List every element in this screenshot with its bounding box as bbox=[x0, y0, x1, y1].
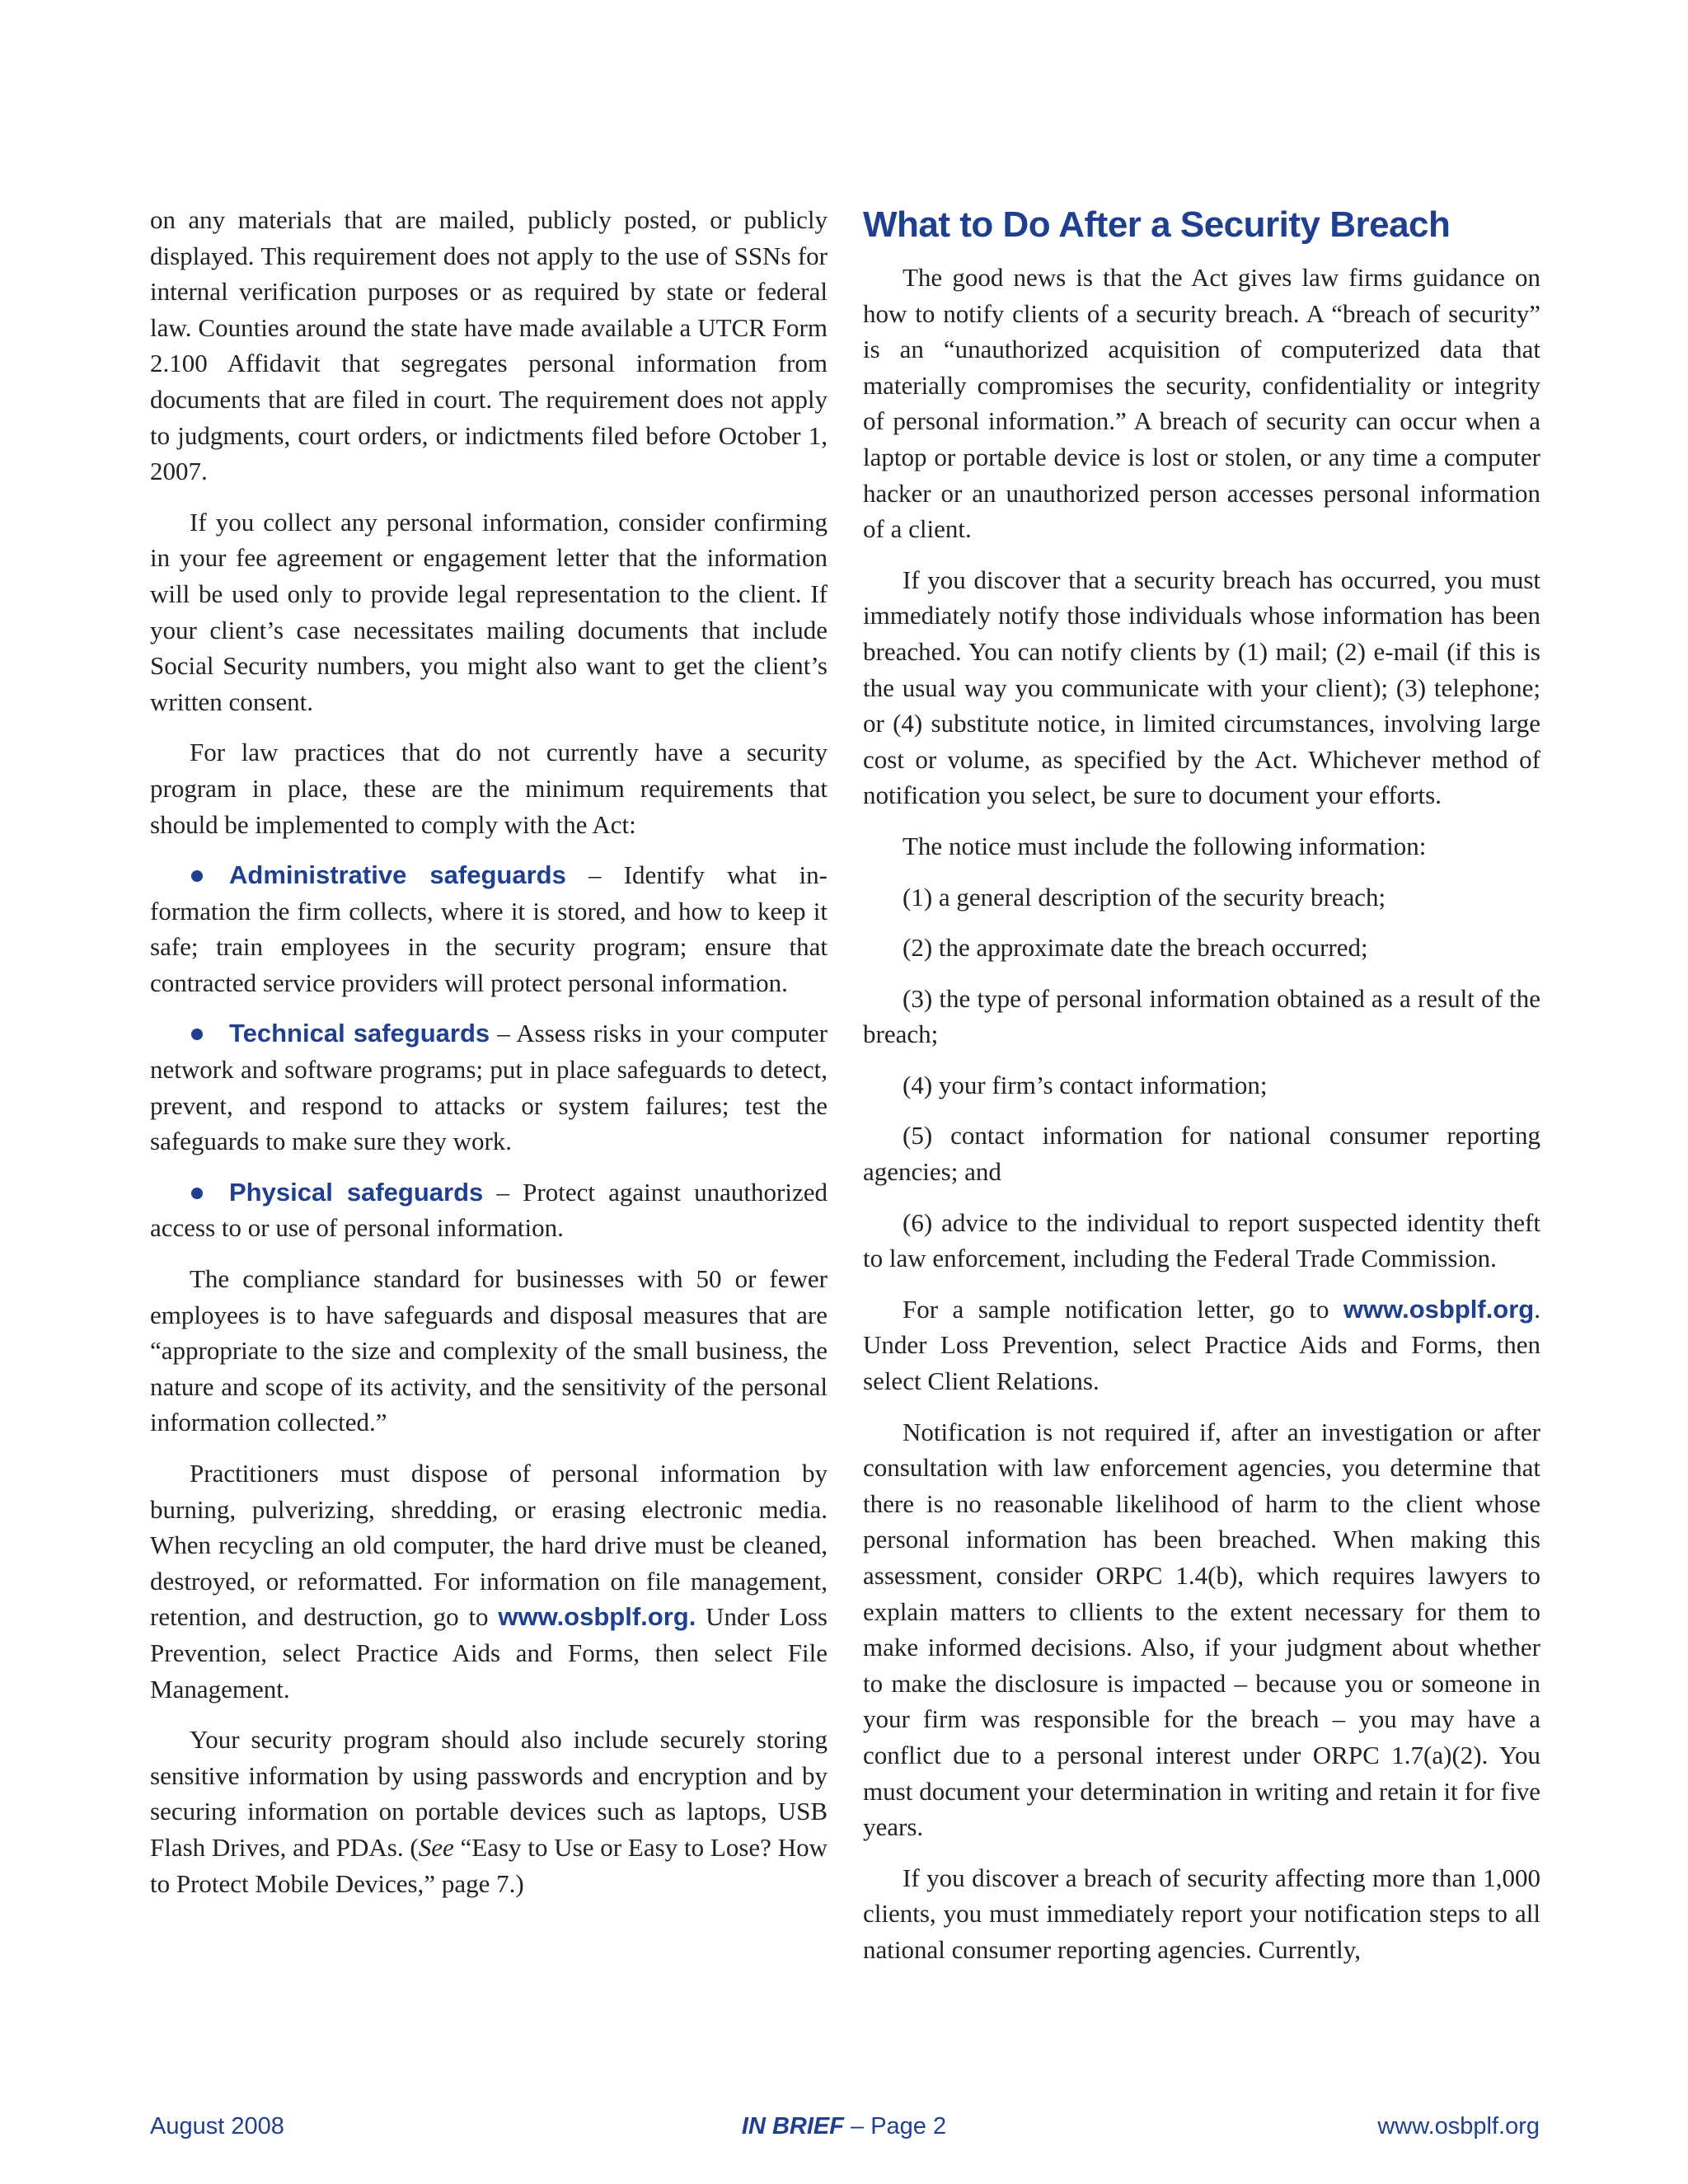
text-span: “Easy to Use or Easy to Lose? How to Protect Mobile Devices,” page 7.) bbox=[150, 1832, 828, 1898]
left-column bbox=[150, 202, 828, 1916]
text-span: Your security program should also include securely storing sensitive information by using passwords and encryption and by securing information on portable devices such as laptops, USB Flash Drives, and PDAs. ( bbox=[150, 1725, 828, 1862]
paragraph bbox=[150, 1455, 828, 1707]
bullet-administrative bbox=[150, 857, 828, 1001]
list-item: (3) the type of personal information obtained as a result of the breach; bbox=[863, 983, 1540, 1049]
bullet-label: Technical safeguards bbox=[229, 1019, 490, 1048]
osbplf-link[interactable]: www.osbplf.org. bbox=[498, 1602, 696, 1632]
bullet-label: Administrative safeguards bbox=[229, 860, 566, 890]
list-item: (2) the approximate date the breach occurred; bbox=[903, 933, 1368, 963]
paragraph: If you collect any personal information, consider confirming in your fee agreement or engagement letter that the information will be used only to provide legal representation to the client. If your client’s case necessitates mailing documents that include Social Security numbers, you might also want to get the client’s written consent. bbox=[150, 507, 828, 716]
list-item: (5) contact information for national consumer reporting agencies; and bbox=[863, 1121, 1540, 1187]
list-item: (1) a general description of the security breach; bbox=[903, 882, 1386, 912]
paragraph: The compliance standard for businesses with 50 or fewer employees is to have safeguards and disposal measures that are “appropriate to the size and complexity of the small business, the nature and scope of its activity, and the sensitivity of the personal information collected.” bbox=[150, 1264, 828, 1437]
text-span: Practitioners must dispose of personal information by burning, pulverizing, shredding, or erasing electronic media. When recycling an old computer, the hard drive must be cleaned, destroyed, or reformatted. For information on file management, retention, and destruction, go to bbox=[150, 1459, 828, 1632]
section-heading: What to Do After a Security Breach bbox=[863, 204, 1451, 245]
bullet-icon bbox=[191, 1188, 203, 1199]
paragraph: If you discover a breach of security affecting more than 1,000 clients, you must immediately report your notification steps to all national consumer reporting agencies. Currently, bbox=[863, 1863, 1540, 1964]
bullet-text: – Identify what information the firm collects, where it is stored, and how to keep it safe; train employees in the security program; ensure that contracted service providers will protect personal information. bbox=[150, 860, 828, 997]
paragraph: If you discover that a security breach has occurred, you must immediately notify those individuals whose information has been breached. You can notify clients by (1) mail; (2) e-mail (if this is the usual way you communicate with your client); (3) telephone; or (4) substitute notice, in limited circumstances, involving large cost or volume, as specified by the Act. Whichever method of notification you select, be sure to document your efforts. bbox=[863, 565, 1540, 810]
bullet-icon bbox=[191, 870, 203, 882]
paragraph bbox=[863, 1291, 1540, 1399]
bullet-icon bbox=[191, 1029, 203, 1040]
paragraph: For law practices that do not currently have a security program in place, these are the minimum requirements that should be implemented to comply with the Act: bbox=[150, 738, 828, 839]
paragraph: on any materials that are mailed, publicly posted, or publicly displayed. This requirement does not apply to the use of SSNs for internal verification purposes or as required by state or federal law. Counties around the state have made available a UTCR Form 2.100 Affidavit that segregates personal information from documents that are filed in court. The requirement does not apply to judgments, court orders, or indictments filed before October 1, 2007. bbox=[150, 205, 828, 486]
text-span: . Under Loss Prevention, select Practice Aids and Forms, then select Client Relations. bbox=[863, 1294, 1540, 1396]
right-column bbox=[863, 202, 1540, 1983]
bullet-text: – Assess risks in your computer network and software programs; put in place safeguards to detect, prevent, and respond to attacks or system failures; test the safeguards to make sure they work. bbox=[150, 1019, 828, 1156]
bullet-physical bbox=[150, 1174, 828, 1246]
bullet-text: – Protect against unauthorized access to or use of personal information. bbox=[150, 1177, 828, 1243]
footer-page-number: – Page 2 bbox=[843, 2113, 947, 2139]
paragraph bbox=[150, 1722, 828, 1901]
footer-url[interactable]: www.osbplf.org bbox=[1377, 2113, 1540, 2139]
paragraph: The good news is that the Act gives law firms guidance on how to notify clients of a security breach. A “breach of security” is an “unauthorized acquisition of computerized data that materially compromises the security, confidentiality or integrity of personal information.” A breach of security can occur when a laptop or portable device is lost or stolen, or any time a computer hacker or an unauthorized person accesses personal information of a client. bbox=[863, 263, 1540, 544]
paragraph: Notification is not required if, after an investigation or after consultation with law enforcement agencies, you determine that there is no reasonable likelihood of harm to the client whose personal information has been breached. When making this assessment, consider ORPC 1.4(b), which requires lawyers to explain matters to cllients to the extent necessary for them to make informed decisions. Also, if your judgment about whether to make the disclosure is impacted – because you or someone in your firm was responsible for the breach – you may have a conflict due to a personal interest under ORPC 1.7(a)(2). You must document your determination in writing and retain it for five years. bbox=[863, 1417, 1540, 1842]
paragraph: The notice must include the following information: bbox=[903, 831, 1427, 860]
see-italic: See bbox=[418, 1832, 454, 1862]
osbplf-link[interactable]: www.osbplf.org bbox=[1343, 1294, 1535, 1324]
bullet-technical bbox=[150, 1015, 828, 1159]
text-span: Under Loss Prevention, select Practice Aids and Forms, then select File Management. bbox=[150, 1602, 828, 1704]
list-item: (6) advice to the individual to report suspected identity theft to law enforcement, including the Federal Trade Commission. bbox=[863, 1207, 1540, 1273]
footer-brand: IN BRIEF bbox=[741, 2113, 844, 2139]
list-item: (4) your firm’s contact information; bbox=[903, 1070, 1268, 1099]
bullet-label: Physical safeguards bbox=[229, 1177, 484, 1207]
footer-date: August 2008 bbox=[150, 2113, 284, 2139]
text-span: For a sample notification letter, go to bbox=[903, 1294, 1343, 1324]
